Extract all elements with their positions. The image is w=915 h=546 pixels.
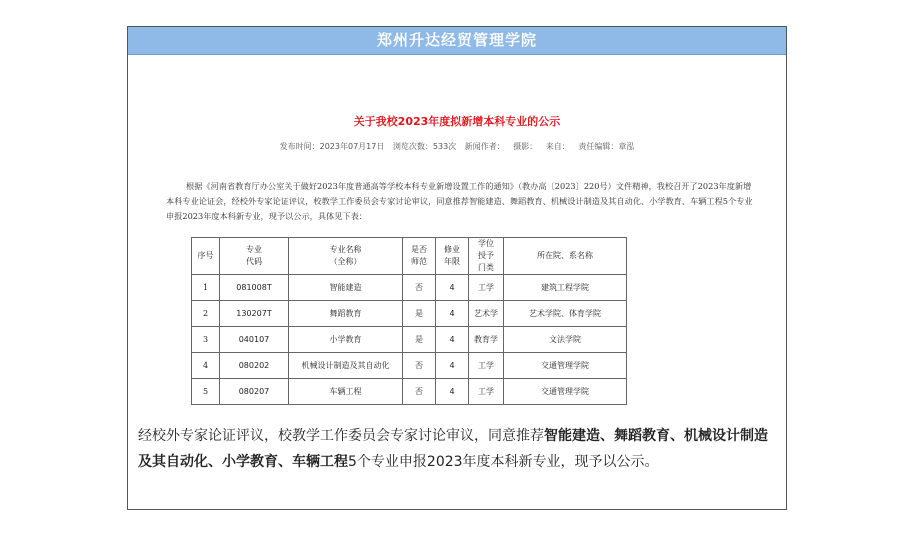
- source: 来自：: [545, 142, 570, 151]
- summary-part1: 经校外专家论证评议，校教学工作委员会专家讨论审议，同意推荐: [138, 428, 544, 444]
- chief-editor: 责任编辑：章泓: [578, 142, 635, 151]
- table-cell: 3: [192, 327, 220, 353]
- table-cell: 4: [436, 353, 469, 379]
- table-cell: 小学教育: [289, 327, 403, 353]
- table-cell: 4: [436, 301, 469, 327]
- document-body: [166, 179, 756, 224]
- document-image: [128, 55, 786, 405]
- table-cell: 4: [436, 379, 469, 405]
- header-cell: 是否 师范: [403, 238, 436, 275]
- table-cell: 工学: [469, 379, 504, 405]
- majors-table: [191, 237, 627, 405]
- content-frame: [127, 26, 787, 510]
- table-row: [192, 275, 627, 301]
- table-cell: 1: [192, 275, 220, 301]
- table-cell: 否: [403, 353, 436, 379]
- table-cell: 4: [436, 275, 469, 301]
- table-cell: 4: [436, 327, 469, 353]
- table-cell: 工学: [469, 353, 504, 379]
- table-body: [192, 275, 627, 405]
- table-cell: 否: [403, 275, 436, 301]
- header-cell: 所在院、系名称: [504, 238, 627, 275]
- table-cell: 080207: [220, 379, 289, 405]
- summary-part2: 5个专业申报2023年度本科新专业，现予以公示。: [348, 454, 659, 470]
- photographer: 摄影：: [513, 142, 538, 151]
- table-cell: 车辆工程: [289, 379, 403, 405]
- table-row: [192, 327, 627, 353]
- publish-date: 发布时间：2023年07月17日: [279, 142, 385, 151]
- table-cell: 机械设计制造及其自动化: [289, 353, 403, 379]
- table-cell: 040107: [220, 327, 289, 353]
- table-cell: 5: [192, 379, 220, 405]
- summary-text: [138, 423, 778, 475]
- table-cell: 是: [403, 327, 436, 353]
- table-row: [192, 379, 627, 405]
- header-cell: 序号: [192, 238, 220, 275]
- table-cell: 否: [403, 379, 436, 405]
- table-row: [192, 301, 627, 327]
- table-cell: 智能建造: [289, 275, 403, 301]
- view-count: 浏览次数：533次: [392, 142, 457, 151]
- header-cell: 专业名称 （全称）: [289, 238, 403, 275]
- header-cell: 学位 授予 门类: [469, 238, 504, 275]
- summary-majors: 智能建造、舞蹈教育、机械设计制造及其自动化、小学教育、车辆工程: [138, 428, 768, 470]
- table-cell: 文法学院: [504, 327, 627, 353]
- document-title: 关于我校2023年度拟新增本科专业的公示: [353, 115, 561, 128]
- site-banner: 郑州升达经贸管理学院: [128, 27, 786, 55]
- table-cell: 130207T: [220, 301, 289, 327]
- table-cell: 交通管理学院: [504, 353, 627, 379]
- table-cell: 080202: [220, 353, 289, 379]
- table-cell: 教育学: [469, 327, 504, 353]
- document-meta: [128, 141, 786, 152]
- table-cell: 4: [192, 353, 220, 379]
- table-cell: 081008T: [220, 275, 289, 301]
- table-cell: 是: [403, 301, 436, 327]
- body-paragraph: 根据《河南省教育厅办公室关于做好2023年度普通高等学校本科专业新增设置工作的通知》（教办高〔2023〕220号）文件精神，我校召开了2023年度新增本科专业论证会，经校外专家论证评议，校教学工作委员会专家讨论审议，同意推荐智能建造、舞蹈教育、机械设计制造及其自动化、小学教育、车辆工程5个专业申报2023年度本科新专业，现予以公示，具体见下表：: [166, 181, 753, 221]
- table-cell: 交通管理学院: [504, 379, 627, 405]
- table-row: [192, 353, 627, 379]
- table-cell: 建筑工程学院: [504, 275, 627, 301]
- table-cell: 工学: [469, 275, 504, 301]
- table-cell: 舞蹈教育: [289, 301, 403, 327]
- news-author: 新闻作者：: [464, 142, 505, 151]
- table-header-row: [192, 238, 627, 275]
- header-cell: 修业 年限: [436, 238, 469, 275]
- header-cell: 专业 代码: [220, 238, 289, 275]
- table-cell: 2: [192, 301, 220, 327]
- table-cell: 艺术学院、体育学院: [504, 301, 627, 327]
- table-cell: 艺术学: [469, 301, 504, 327]
